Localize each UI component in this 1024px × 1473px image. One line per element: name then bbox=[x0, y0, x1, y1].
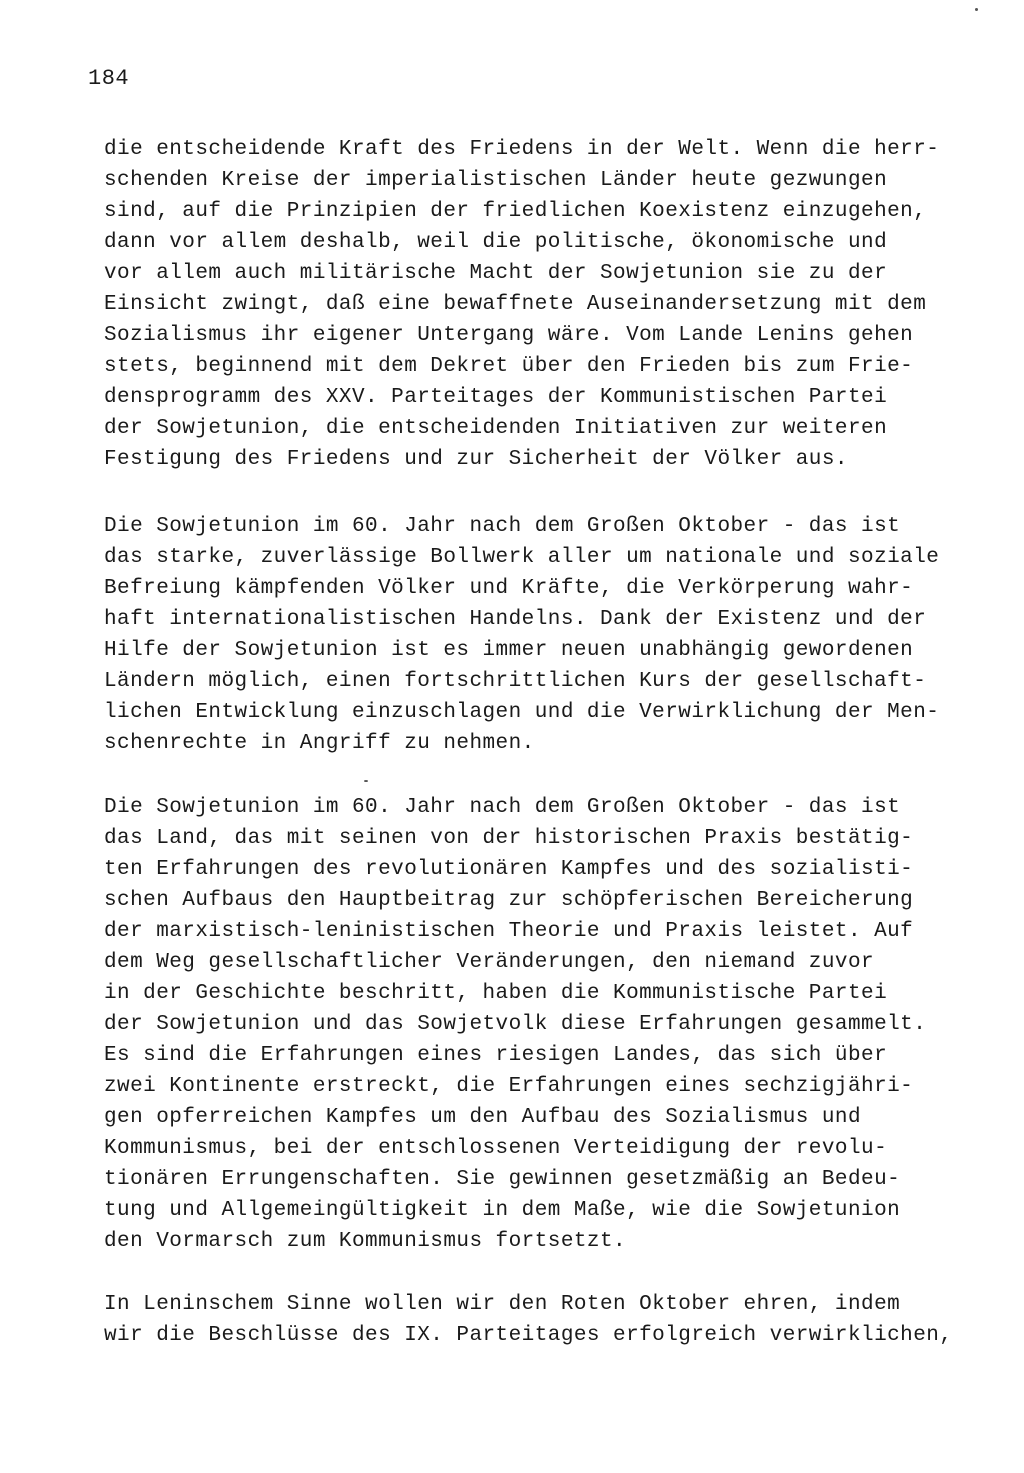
text-line: Festigung des Friedens und zur Sicherheit der Völker aus. bbox=[104, 448, 848, 471]
text-line: Die Sowjetunion im 60. Jahr nach dem Großen Oktober - das ist bbox=[104, 796, 901, 819]
paragraph-2 bbox=[104, 511, 984, 759]
text-line: schenden Kreise der imperialistischen Länder heute gezwungen bbox=[104, 169, 888, 192]
text-line: Kommunismus, bei der entschlossenen Verteidigung der revolu- bbox=[104, 1137, 888, 1160]
paragraph-3 bbox=[104, 792, 984, 1257]
text-line: in der Geschichte beschritt, haben die Kommunistische Partei bbox=[104, 982, 888, 1005]
text-line: wir die Beschlüsse des IX. Parteitages erfolgreich verwirklichen, bbox=[104, 1324, 953, 1347]
text-line: lichen Entwicklung einzuschlagen und die Verwirklichung der Men- bbox=[104, 701, 940, 724]
text-line: Es sind die Erfahrungen eines riesigen Landes, das sich über bbox=[104, 1044, 888, 1067]
text-line: tionären Errungenschaften. Sie gewinnen gesetzmäßig an Bedeu- bbox=[104, 1168, 901, 1191]
text-line: die entscheidende Kraft des Friedens in der Welt. Wenn die herr- bbox=[104, 138, 940, 161]
text-line: In Leninschem Sinne wollen wir den Roten Oktober ehren, indem bbox=[104, 1293, 901, 1316]
text-line: das starke, zuverlässige Bollwerk aller um nationale und soziale bbox=[104, 546, 940, 569]
paragraph-1 bbox=[104, 134, 984, 475]
scan-speck bbox=[364, 780, 368, 782]
text-line: vor allem auch militärische Macht der Sowjetunion sie zu der bbox=[104, 262, 888, 285]
text-line: der marxistisch-leninistischen Theorie und Praxis leistet. Auf bbox=[104, 920, 914, 943]
text-line: Ländern möglich, einen fortschrittlichen Kurs der gesellschaft- bbox=[104, 670, 927, 693]
text-line: haft internationalistischen Handelns. Dank der Existenz und der bbox=[104, 608, 927, 631]
text-line: dann vor allem deshalb, weil die politische, ökonomische und bbox=[104, 231, 888, 254]
text-line: den Vormarsch zum Kommunismus fortsetzt. bbox=[104, 1230, 627, 1253]
text-line: Die Sowjetunion im 60. Jahr nach dem Großen Oktober - das ist bbox=[104, 515, 901, 538]
text-line: schenrechte in Angriff zu nehmen. bbox=[104, 732, 535, 755]
text-line: schen Aufbaus den Hauptbeitrag zur schöpferischen Bereicherung bbox=[104, 889, 914, 912]
text-line: tung und Allgemeingültigkeit in dem Maße, wie die Sowjetunion bbox=[104, 1199, 901, 1222]
text-line: Sozialismus ihr eigener Untergang wäre. Vom Lande Lenins gehen bbox=[104, 324, 914, 347]
text-line: ten Erfahrungen des revolutionären Kampfes und des sozialisti- bbox=[104, 858, 914, 881]
page-number: 184 bbox=[88, 66, 130, 91]
paragraph-4 bbox=[104, 1289, 984, 1351]
scan-speck bbox=[975, 8, 978, 11]
text-line: Hilfe der Sowjetunion ist es immer neuen unabhängig gewordenen bbox=[104, 639, 914, 662]
text-line: Befreiung kämpfenden Völker und Kräfte, die Verkörperung wahr- bbox=[104, 577, 914, 600]
text-line: densprogramm des XXV. Parteitages der Kommunistischen Partei bbox=[104, 386, 888, 409]
text-line: der Sowjetunion, die entscheidenden Initiativen zur weiteren bbox=[104, 417, 888, 440]
text-line: stets, beginnend mit dem Dekret über den Frieden bis zum Frie- bbox=[104, 355, 914, 378]
text-line: Einsicht zwingt, daß eine bewaffnete Auseinandersetzung mit dem bbox=[104, 293, 927, 316]
text-line: gen opferreichen Kampfes um den Aufbau des Sozialismus und bbox=[104, 1106, 862, 1129]
text-line: sind, auf die Prinzipien der friedlichen Koexistenz einzugehen, bbox=[104, 200, 927, 223]
text-line: zwei Kontinente erstreckt, die Erfahrungen eines sechzigjähri- bbox=[104, 1075, 914, 1098]
text-line: der Sowjetunion und das Sowjetvolk diese Erfahrungen gesammelt. bbox=[104, 1013, 927, 1036]
text-line: dem Weg gesellschaftlicher Veränderungen, den niemand zuvor bbox=[104, 951, 875, 974]
text-line: das Land, das mit seinen von der historischen Praxis bestätig- bbox=[104, 827, 914, 850]
